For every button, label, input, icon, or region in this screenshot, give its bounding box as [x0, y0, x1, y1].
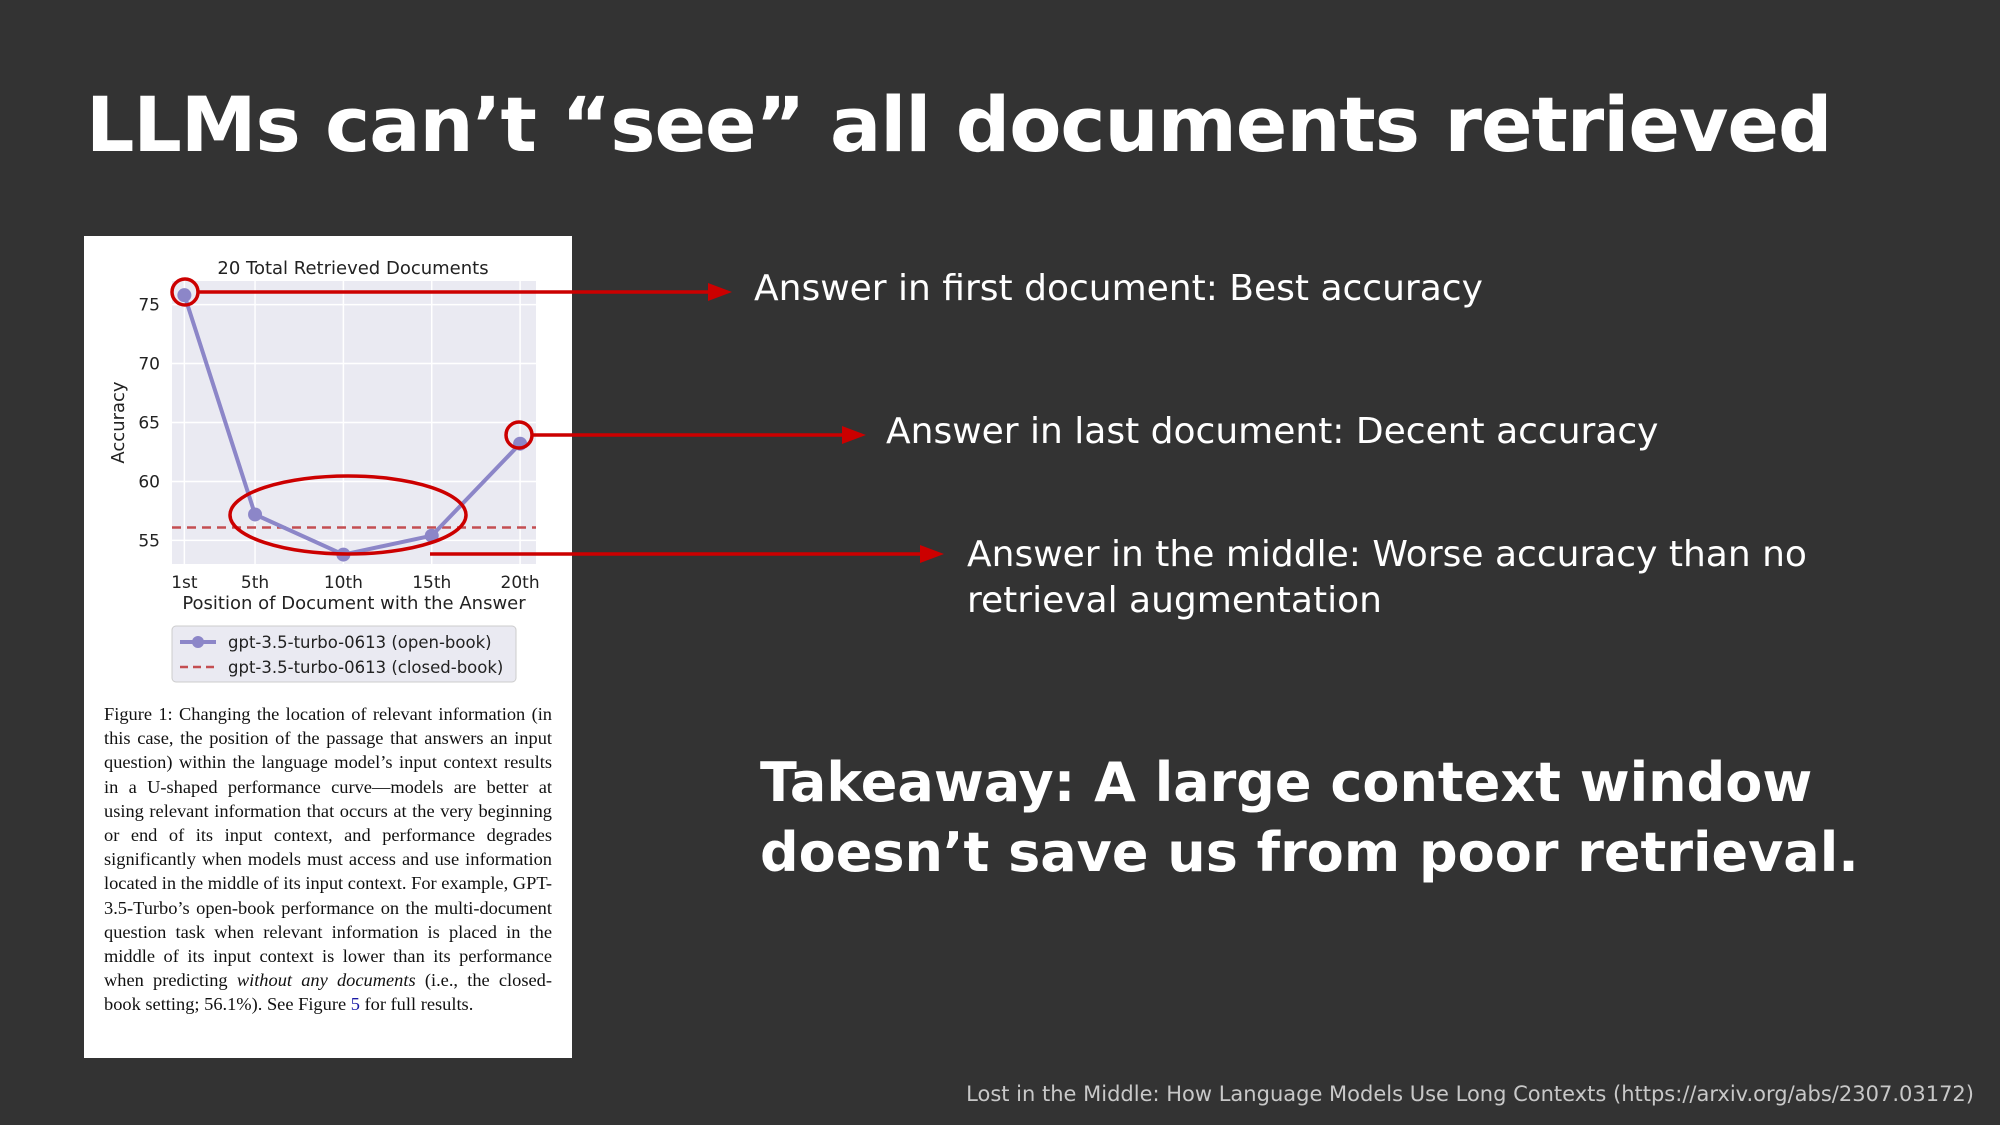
- open-book-point: [336, 548, 350, 562]
- y-tick-label: 60: [138, 472, 160, 493]
- caption-text-2: (i.e., the closed-book setting; 56.1%). See Figure: [104, 970, 553, 1015]
- y-tick-labels: [138, 296, 160, 552]
- x-tick-label: 15th: [412, 573, 452, 593]
- caption-text-1: Figure 1: Changing the location of relevant information (in this case, the position of the passage that answers an input question) within the language model’s input context results in a U-shaped performance curve—models are better at using relevant information that occurs at the very beginning or end of its input context, and performance degrades significantly when models must access and use information located in the middle of its input context. For example, GPT-3.5-Turbo’s open-book performance on the multi-document question task when relevant information is placed in the middle of its input context is lower than its performance when predicting: [104, 704, 552, 991]
- x-tick-labels: [171, 573, 539, 593]
- accuracy-chart: [84, 236, 572, 696]
- x-tick-label: 20th: [500, 573, 540, 593]
- x-tick-label: 10th: [323, 573, 363, 593]
- annotation-last-document: Answer in last document: Decent accuracy: [886, 411, 1659, 452]
- x-axis-label: Position of Document with the Answer: [182, 593, 526, 614]
- paper-figure: [84, 236, 572, 1058]
- open-book-point: [513, 437, 527, 451]
- y-tick-label: 55: [138, 531, 160, 552]
- takeaway-statement: Takeaway: A large context window doesn’t save us from poor retrieval.: [760, 751, 1859, 884]
- x-tick-label: 1st: [171, 573, 198, 593]
- open-book-point: [425, 529, 439, 543]
- figure-caption: [104, 702, 552, 1017]
- slide-title: LLMs can’t “see” all documents retrieved: [86, 80, 1832, 169]
- x-tick-label: 5th: [240, 573, 270, 593]
- middle-arrow-head: [920, 545, 944, 563]
- y-tick-label: 75: [138, 295, 160, 316]
- caption-text-3: for full results.: [359, 994, 474, 1015]
- paper-citation[interactable]: Lost in the Middle: How Language Models Use Long Contexts (https://arxiv.org/abs/2307.03172): [966, 1082, 1974, 1106]
- first-arrow-head: [708, 283, 732, 301]
- caption-italic: without any documents: [236, 970, 416, 991]
- y-axis-label: Accuracy: [108, 381, 129, 464]
- figure-ref-link[interactable]: 5: [350, 994, 360, 1015]
- legend-open-book-label: gpt-3.5-turbo-0613 (open-book): [228, 633, 492, 652]
- legend-closed-book-label: gpt-3.5-turbo-0613 (closed-book): [228, 658, 504, 677]
- y-tick-label: 65: [138, 413, 160, 434]
- open-book-point: [248, 507, 262, 521]
- y-tick-label: 70: [138, 354, 160, 375]
- legend-open-book-marker: [192, 636, 204, 648]
- legend: [172, 626, 516, 682]
- chart-title: 20 Total Retrieved Documents: [217, 258, 489, 279]
- annotation-first-document: Answer in first document: Best accuracy: [754, 268, 1483, 309]
- annotation-middle-document: Answer in the middle: Worse accuracy than no retrieval augmentation: [967, 534, 1807, 621]
- last-arrow-head: [842, 426, 866, 444]
- open-book-point: [177, 288, 191, 302]
